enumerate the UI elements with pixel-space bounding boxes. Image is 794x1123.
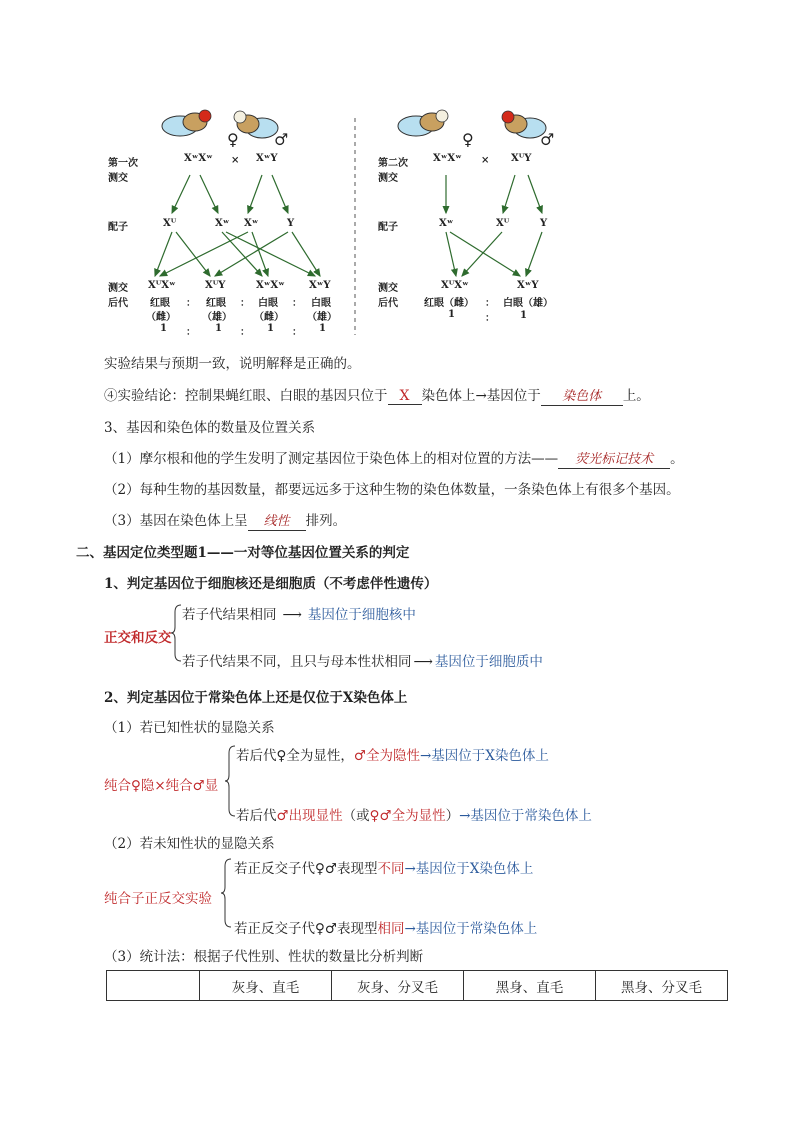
point-1-branch-1: 若子代结果相同 ⟶ 基因位于细胞核中 [182, 607, 416, 623]
left-phenotype: 红眼 [150, 298, 170, 309]
table-header-cell: 灰身、直毛 [200, 971, 332, 1001]
left-phenotype: 白眼 [311, 298, 331, 309]
right-phenotype: 红眼（雌） [424, 298, 474, 309]
conclusion-blank-1: X [388, 388, 422, 405]
point-2-branch-4: 若正反交子代♀♂表现型相同→基因位于常染色体上 [234, 921, 538, 937]
left-ratio: 1 [267, 323, 274, 334]
left-gamete: Xʷ [244, 218, 259, 229]
item-3: （3）基因在染色体上呈 线性 排列。 [104, 513, 347, 529]
point-2-title: 2、判定基因位于常染色体上还是仅位于X染色体上 [104, 690, 408, 706]
fly-icon-female-right [398, 110, 448, 136]
table-header-cell [107, 971, 200, 1001]
left-offspring-genotype: XʷXʷ [256, 280, 285, 291]
left-ratio-sep: ： [292, 298, 302, 309]
male-symbol-left: ♂ [274, 130, 289, 149]
result-line: 实验结果与预期一致，说明解释是正确的。 [104, 356, 361, 372]
left-sex: （雌） [146, 312, 176, 323]
female-symbol-left: ♀ [227, 130, 239, 149]
point-2-sub-3: （3）统计法：根据子代性别、性状的数量比分析判断 [104, 949, 424, 965]
statistics-table [106, 970, 728, 1001]
left-ratio-sep: ： [240, 327, 250, 338]
right-offspring-genotype: XʷY [517, 280, 539, 291]
point-1-branch-2: 若子代结果不同，且只与母本性状相同 ⟶ 基因位于细胞质中 [182, 654, 543, 670]
left-phenotype: 白眼 [258, 298, 278, 309]
left-cross: × [231, 155, 240, 166]
left-sex: （雄） [307, 312, 337, 323]
item-1: （1）摩尔根和他的学生发明了测定基因位于染色体上的相对位置的方法—— 荧光标记技术 。 [104, 451, 684, 467]
fly-icon-male-left [234, 111, 278, 138]
item-3-blank: 线性 [248, 514, 306, 531]
left-gamete: Xʷ [215, 218, 230, 229]
left-ratio-sep: ： [240, 298, 250, 309]
right-gametes-label: 配子 [378, 222, 398, 233]
right-offspring-label: 测交 后代 [378, 283, 398, 309]
point-2-sub-1: （1）若已知性状的显隐关系 [104, 720, 275, 736]
right-row1-label: 第二次 测交 [378, 158, 408, 184]
left-ratio: 1 [215, 323, 222, 334]
point-2-sub-2: （2）若未知性状的显隐关系 [104, 836, 275, 852]
right-cross: × [481, 155, 490, 166]
point-2-branch-3: 若正反交子代♀♂表现型不同→基因位于X染色体上 [234, 861, 534, 877]
left-offspring-genotype: XʷY [309, 280, 331, 291]
point-2-branch-1: 若后代♀全为显性，♂全为隐性→基因位于X染色体上 [236, 748, 549, 764]
point-2-root-1: 纯合♀隐×纯合♂显 [104, 778, 219, 794]
left-gamete: Xᵂ [163, 218, 177, 229]
conclusion-blank-2: 染色体 [541, 389, 623, 406]
section-3-title: 3、基因和染色体的数量及位置关系 [104, 420, 316, 436]
right-ratio: 1 [520, 310, 527, 321]
fly-icon-female-left [162, 110, 211, 136]
left-sex: （雌） [254, 312, 284, 323]
part-2-title: 二、基因定位类型题1——一对等位基因位置关系的判定 [76, 545, 410, 561]
left-ratio: 1 [319, 323, 326, 334]
left-phenotype: 红眼 [206, 298, 226, 309]
male-symbol-right: ♂ [540, 130, 555, 149]
right-offspring-genotype: XᵂXʷ [441, 280, 469, 291]
female-symbol-right: ♀ [462, 130, 474, 149]
brace [224, 745, 236, 817]
table-header-cell: 黑身、分叉毛 [596, 971, 728, 1001]
table-row [107, 971, 728, 1001]
left-parent-female: XʷXʷ [184, 153, 213, 164]
left-offspring-genotype: XᵂXʷ [148, 280, 176, 291]
right-ratio-sep: ： [485, 313, 495, 324]
table-header-cell: 灰身、分叉毛 [332, 971, 464, 1001]
point-2-branch-2: 若后代♂出现显性（或♀♂全为显性）→基因位于常染色体上 [236, 808, 592, 824]
brace [220, 858, 232, 928]
item-2: （2）每种生物的基因数量，都要远远多于这种生物的染色体数量，一条染色体上有很多个基因。 [104, 482, 680, 498]
right-parent-female: XʷXʷ [433, 153, 462, 164]
right-ratio: 1 [448, 309, 455, 320]
left-gamete: Y [287, 218, 295, 229]
right-gamete: Y [540, 218, 548, 229]
left-offspring-genotype: XᵂY [205, 280, 226, 291]
item-1-blank: 荧光标记技术 [558, 452, 670, 469]
right-ratio-sep: ： [485, 298, 495, 309]
right-phenotype: 白眼（雄） [503, 298, 553, 309]
left-gametes-label: 配子 [108, 222, 128, 233]
left-ratio-sep: ： [292, 327, 302, 338]
left-parent-male: XʷY [256, 153, 278, 164]
left-ratio-sep: ： [186, 327, 196, 338]
point-2-root-2: 纯合子正反交实验 [104, 891, 212, 907]
left-ratio-sep: ： [186, 298, 196, 309]
left-offspring-label: 测交 后代 [108, 283, 128, 309]
table-header-cell: 黑身、直毛 [464, 971, 596, 1001]
point-1-root: 正交和反交 [104, 630, 172, 646]
right-gamete: Xʷ [439, 218, 454, 229]
right-parent-male: XᵂY [511, 153, 532, 164]
point-1-title: 1、判定基因位于细胞核还是细胞质（不考虑伴性遗传） [104, 576, 438, 592]
right-gamete: Xᵂ [496, 218, 510, 229]
left-row1-label: 第一次 测交 [108, 158, 138, 184]
conclusion-line: ④实验结论：控制果蝇红眼、白眼的基因只位于 X 染色体上→基因位于 染色体 上。 [104, 388, 650, 404]
left-sex: （雄） [202, 312, 232, 323]
left-ratio: 1 [160, 323, 167, 334]
